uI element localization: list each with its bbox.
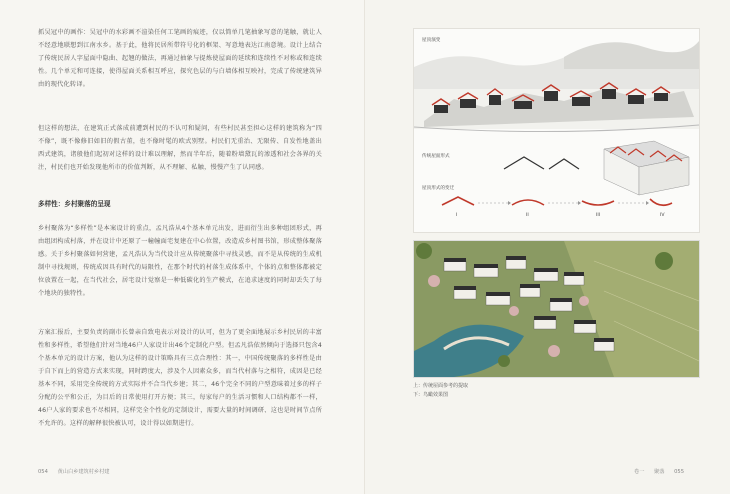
caption-top: 上：传统屋面参考的提取: [413, 383, 469, 389]
category-label: 聚落: [654, 469, 665, 475]
step-4-label: IV: [660, 213, 665, 218]
aerial-rendering: [413, 240, 700, 378]
book-title: 黄山白乡建筑村乡村建: [57, 469, 110, 475]
step-3-label: III: [596, 213, 601, 218]
page-number-left: 054: [38, 469, 48, 475]
village-sketch: [414, 83, 699, 132]
section-heading: 多样性：乡村聚落的呈现: [38, 200, 111, 208]
folio-right: [634, 468, 692, 475]
label-roof-evolution: 屋顶演变: [422, 38, 441, 43]
page-number-right: 055: [674, 469, 684, 475]
paragraph-3: 乡村聚落为“多样性”是本案设计的重点，孟凡浩从4个基本单元出发，进而衍生出多种组团形式，再由组团构成村落，并在设计中还原了一幢幢面宅复建在中心位置，改造成乡村图书馆，形成整体聚落感。关于乡村聚落如何营建，孟凡浩认为当代设计应从传统聚落中寻找灵感，而不是从传统的生成机制中寻找规则，传统成因具有时代的局限性，在那个时代的村落生成体系中，个体的点和整体都被定位放置在一起，在当代社会，居宅设计觉察是一种低碳化的生产模式，在追求速度的同时却丢失了每个地块的独特性。: [38, 225, 322, 297]
section-label: 卷一: [634, 469, 645, 475]
label-traditional-roof: 传统屋面形式: [422, 154, 450, 159]
roof-diagram-illustration: [414, 29, 699, 232]
aerial-rendering-image: [414, 241, 699, 377]
folio-left: [38, 468, 117, 475]
paragraph-2: 但这样的想法，在建筑正式落成前遭到村民的不认可和疑问，有些村民甚至担心这样的建筑称为“四不像”，既不像修旧如旧的假古董，也不像时髦的欧式别墅。村民们无重治、无限传、自发性地盖出西式建筑，诸般他们起初对这样的设计难以理解，然而半年后，随着粉墙黛瓦的渗透和社会各界的关注，村民们也开始发现他所市的价值判断，从不理解、私触，慢慢产生了认同感。: [38, 125, 322, 171]
caption-bottom: 下：鸟瞰效果图: [413, 392, 449, 398]
step-2-label: II: [526, 213, 529, 218]
step-1-label: I: [456, 213, 458, 218]
block-model: [604, 141, 689, 195]
roof-evolution: [442, 197, 672, 205]
label-roof-transition: 屋顶形式的变迁: [422, 186, 455, 191]
paragraph-4: 方案汇报后，主要负责的副市长曾亲自致电表示对设计的认可，但为了更全面地展示乡村民居的丰富性和多样性，希望他们针对当地46户人家设计出46个定制化户型。但孟凡浩依然倾向于选择只包含4个基本单元的设计方案，他认为这样的设计策略具有三点合理性：其一，中国传统聚落的多样性是由于自下而上的营造方式来实现，同时跨度大，涉及个人因素众多，而当代村落与之相符，成因是已经基本不同，采用完全传统的方式实际并不合当代乡建；其二，46个完全不同的户型意味着过多的样子分配的公平和公正，为目后的日常使用打开方便；其三，每家每户的生活习惯和人口结构都不一样，46户人家的要求也不尽相同，这样完全个性化的定制设计，需要大量的时间调研、这也是时间节点所不允许的。这样的解释很快被认可，设计得以如期进行。: [38, 329, 322, 427]
paragraph-1: 抓吴冠中的画作：吴冠中的水彩画不渲染任何工笔画的痕迹，仅以简单几笔抽象写意的笔触，就让人不经意地联想到江南水乡。基于此，他将民居所带符号化的框架、写意地表达江南意境。设计上结合了传统民居人字屋面中隐曲、起翘的做法，再通过抽象与提炼使屋面的延续和连续性不对称或和连续性。几个单元和可连接，使得屋面关系相互呼应，探究色层的与白墙体相互映衬，完成了传统建筑异由的现代化转译。: [38, 29, 322, 88]
roof-diagram-figure: [413, 28, 700, 233]
